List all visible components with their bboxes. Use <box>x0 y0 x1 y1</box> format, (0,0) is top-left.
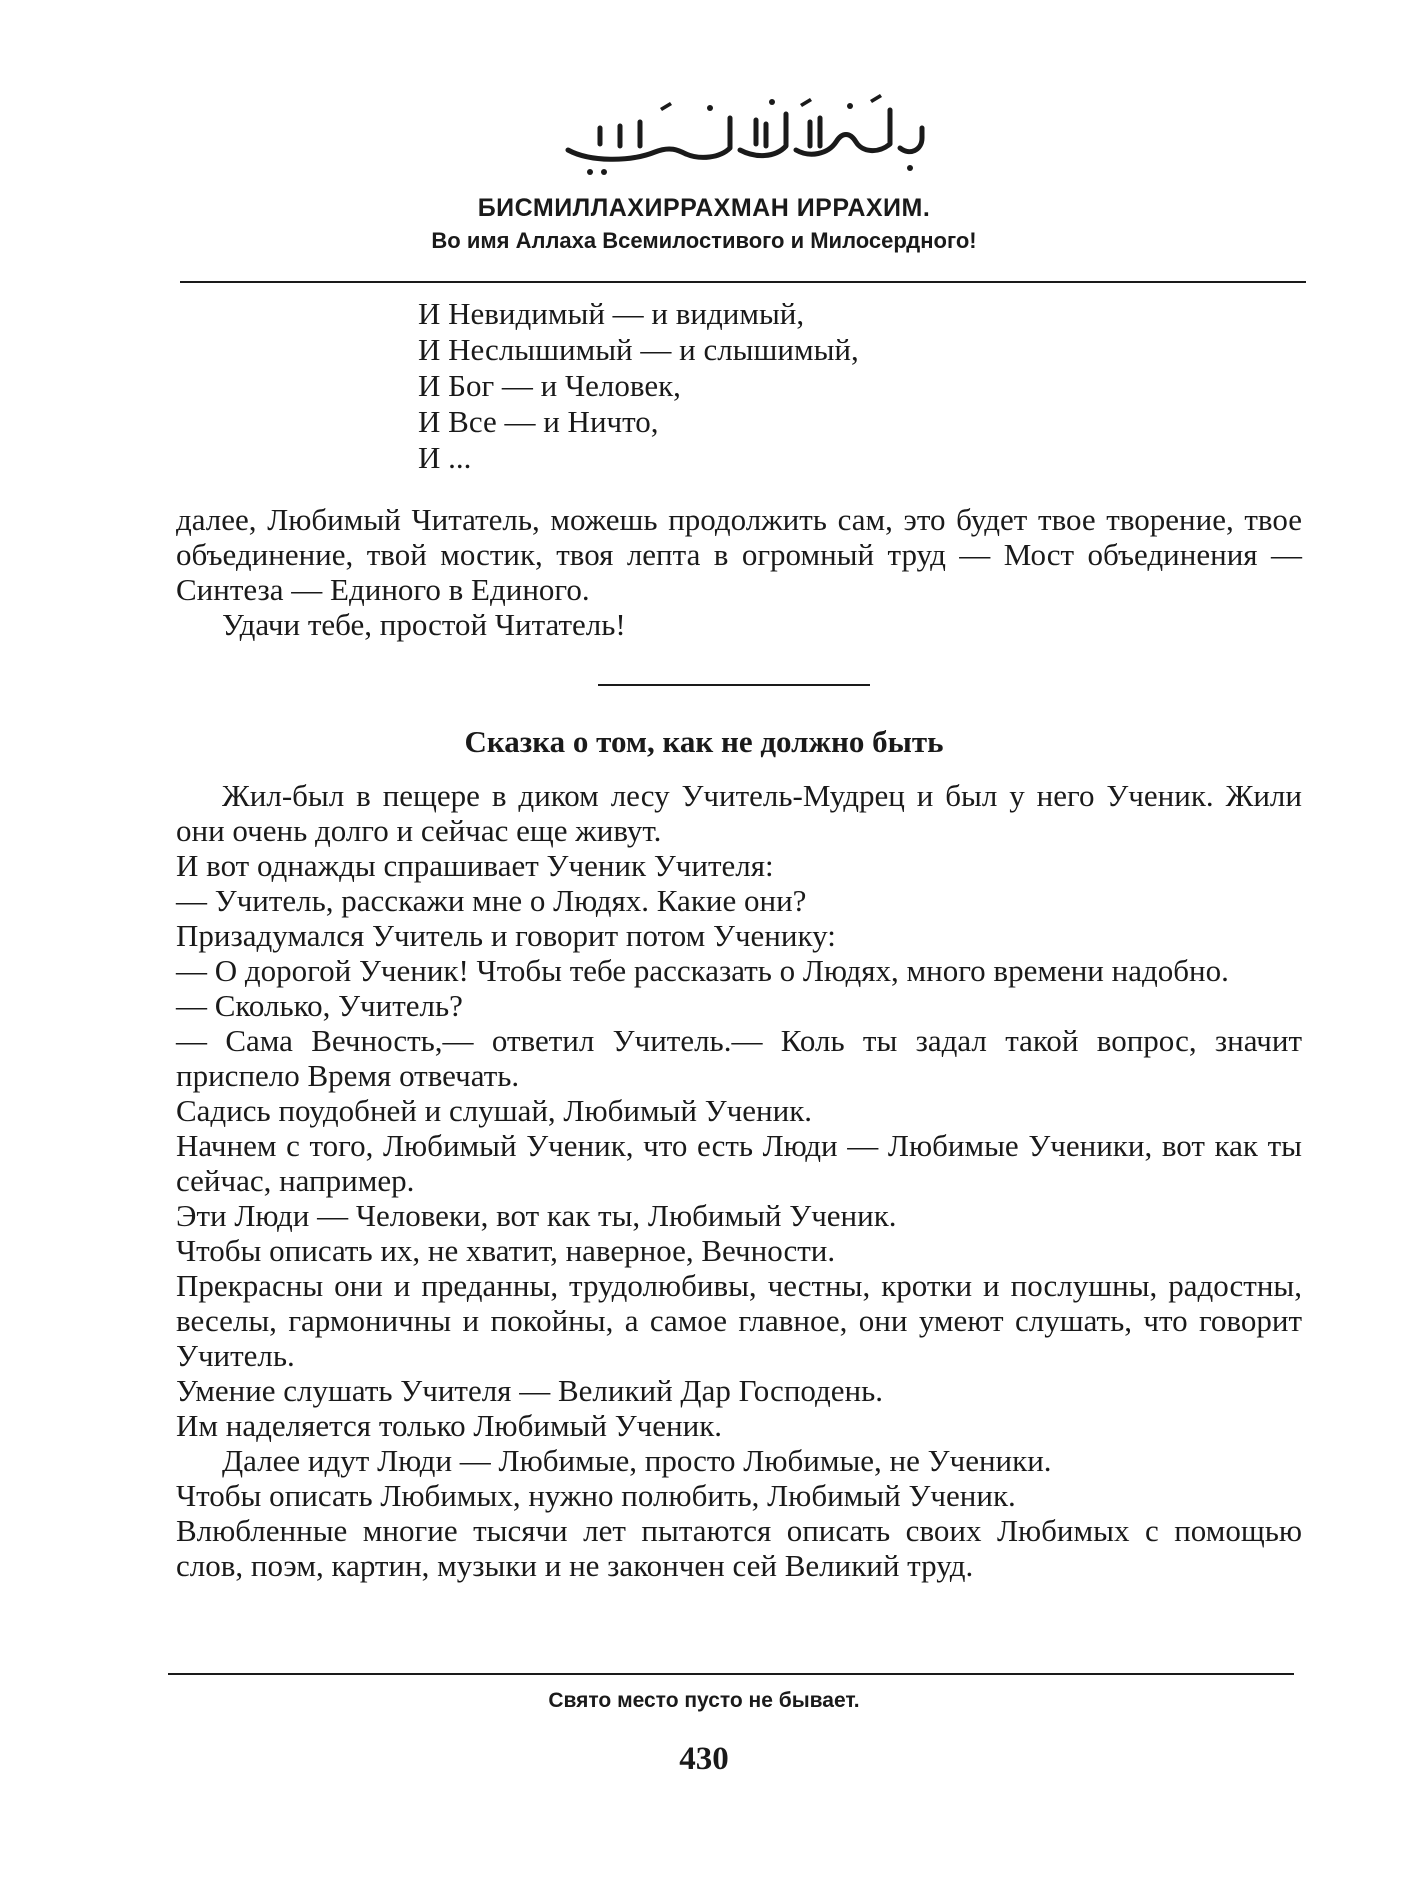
poem-line: И Невидимый — и видимый, <box>418 296 805 331</box>
paragraph: Удачи тебе, простой Читатель! <box>222 607 626 642</box>
header-divider <box>180 281 1306 283</box>
dialogue-line: — О дорогой Ученик! Чтобы тебе рассказать о Людях, много времени надобно. <box>176 953 1229 988</box>
story-text <box>176 778 1302 1583</box>
dialogue-line: — Сама Вечность,— ответил Учитель.— Коль ты задал такой вопрос, значит приспело Время отвечать. <box>176 1023 1302 1093</box>
poem-line: И Неслышимый — и слышимый, <box>418 332 859 367</box>
paragraph: Жил-был в пещере в диком лесу Учитель-Мудрец и был у него Ученик. Жили они очень долго и сейчас еще живут. <box>176 778 1302 848</box>
paragraph: Влюбленные многие тысячи лет пытаются описать своих Любимых с помощью слов, поэм, картин, музыки и не закончен сей Великий труд. <box>176 1513 1302 1583</box>
paragraph: Далее идут Люди — Любимые, просто Любимые, не Ученики. <box>222 1443 1052 1478</box>
footer-divider <box>168 1673 1294 1675</box>
paragraph: Садись поудобней и слушай, Любимый Ученик. <box>176 1093 813 1128</box>
intro-text <box>176 502 1302 642</box>
header-title: БИСМИЛЛАХИРРАХМАН ИРРАХИМ. <box>477 194 931 222</box>
paragraph: Прекрасны они и преданны, трудолюбивы, честны, кротки и послушны, радостны, веселы, гармоничны и покойны, а самое главное, они умеют слушать, что говорит Учитель. <box>176 1268 1302 1373</box>
dialogue-line: — Учитель, расскажи мне о Людях. Какие они? <box>176 883 807 918</box>
poem-line: И ... <box>418 440 472 475</box>
paragraph: Умение слушать Учителя — Великий Дар Господень. <box>176 1373 884 1408</box>
paragraph: Призадумался Учитель и говорит потом Ученику: <box>176 918 836 953</box>
poem <box>418 296 859 476</box>
story-title: Сказка о том, как не должно быть <box>464 724 944 759</box>
footer-note: Свято место пусто не бывает. <box>548 1689 860 1712</box>
bismillah-calligraphy <box>560 88 930 180</box>
paragraph: Эти Люди — Человеки, вот как ты, Любимый Ученик. <box>176 1198 897 1233</box>
poem-line: И Бог — и Человек, <box>418 368 681 403</box>
paragraph: Им наделяется только Любимый Ученик. <box>176 1408 723 1443</box>
paragraph: далее, Любимый Читатель, можешь продолжить сам, это будет твое творение, твое объединение, твой мостик, твоя лепта в огромный труд — Мост объединения — Синтеза — Единого в Единого. <box>176 502 1302 607</box>
paragraph: И вот однажды спрашивает Ученик Учителя: <box>176 848 774 883</box>
page-number: 430 <box>679 1741 729 1777</box>
paragraph: Чтобы описать Любимых, нужно полюбить, Любимый Ученик. <box>176 1478 1016 1513</box>
header-subtitle: Во имя Аллаха Всемилостивого и Милосердного! <box>431 228 977 253</box>
section-divider <box>598 684 870 686</box>
dialogue-line: — Сколько, Учитель? <box>176 988 463 1023</box>
paragraph: Чтобы описать их, не хватит, наверное, Вечности. <box>176 1233 836 1268</box>
poem-line: И Все — и Ничто, <box>418 404 659 439</box>
paragraph: Начнем с того, Любимый Ученик, что есть Люди — Любимые Ученики, вот как ты сейчас, например. <box>176 1128 1302 1198</box>
